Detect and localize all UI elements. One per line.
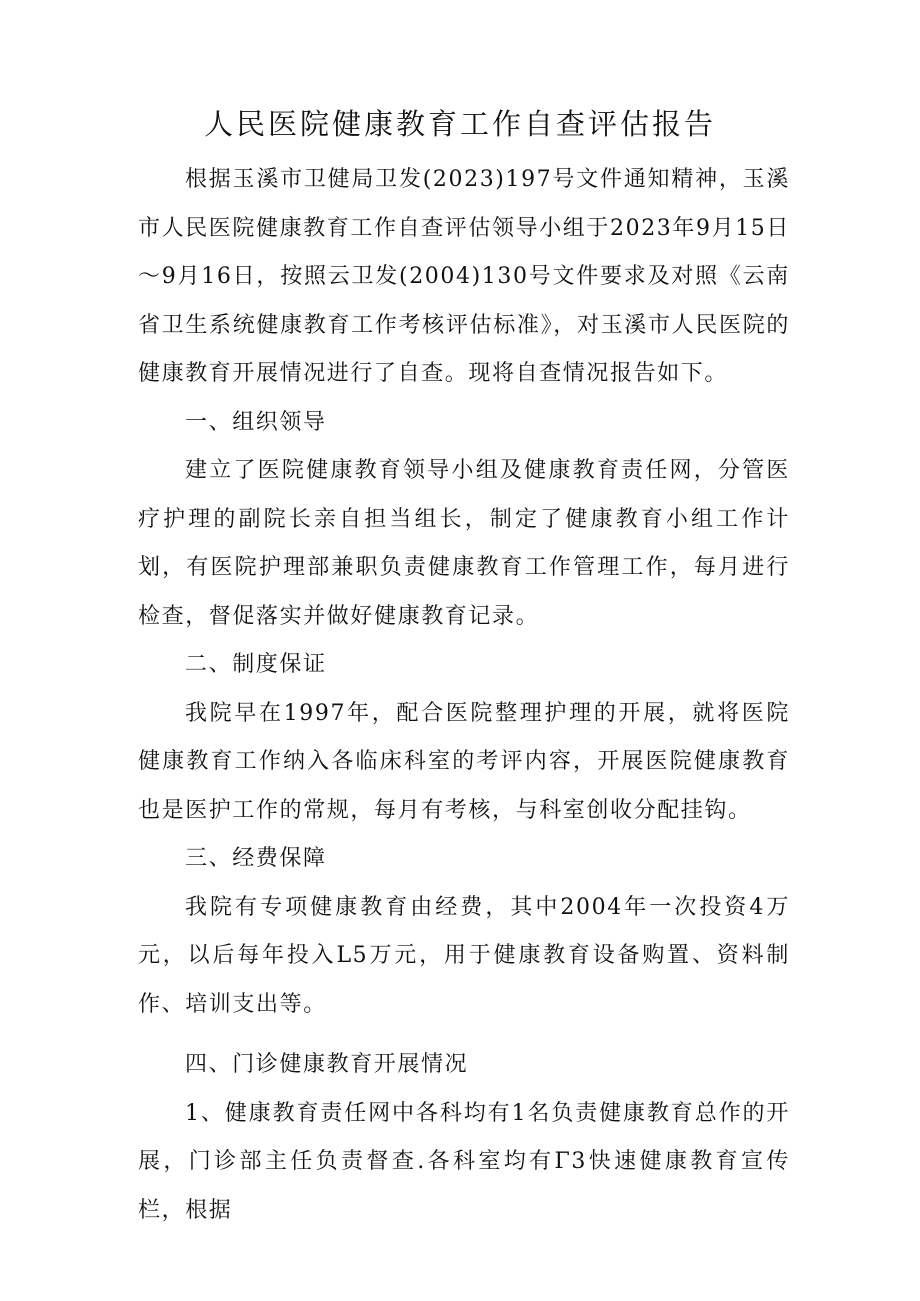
section-gap bbox=[138, 1029, 790, 1041]
system-paragraph: 我院早在1997年，配合医院整理护理的开展，就将医院健康教育工作纳入各临床科室的考评内容，开展医院健康教育也是医护工作的常规，每月有考核，与科室创收分配挂钩。 bbox=[138, 700, 790, 823]
section-heading-system: 二、制度保证 bbox=[185, 652, 327, 677]
outpatient-paragraph: 1、健康教育责任网中各科均有1名负责健康教育总作的开展，门诊部主任负责督查.各科室均有Γ3快速健康教育宣传栏，根据 bbox=[138, 1100, 790, 1223]
funding-paragraph: 我院有专项健康教育由经费，其中2004年一次投资4万元，以后每年投入L5万元，用于健康教育设备购置、资料制作、培训支出等。 bbox=[138, 894, 790, 1017]
intro-paragraph: 根据玉溪市卫健局卫发(2023)197号文件通知精神，玉溪市人民医院健康教育工作自查评估领导小组于2023年9月15日～9月16日，按照云卫发(2004)130号文件要求及对照《云南省卫生系统健康教育工作考核评估标准》，对玉溪市人民医院的健康教育开展情况进行了自查。现将自查情况报告如下。 bbox=[138, 167, 790, 386]
organization-paragraph: 建立了医院健康教育领导小组及健康教育责任网，分管医疗护理的副院长亲自担当组长，制定了健康教育小组工作计划，有医院护理部兼职负责健康教育工作管理工作，每月进行检查，督促落实并做好健康教育记录。 bbox=[138, 458, 790, 629]
section-heading-organization: 一、组织领导 bbox=[185, 409, 327, 435]
section-heading-funding: 三、经费保障 bbox=[185, 846, 327, 871]
document-body bbox=[138, 156, 790, 1235]
document-title: 人民医院健康教育工作自查评估报告 bbox=[203, 107, 716, 141]
section-heading-outpatient: 四、门诊健康教育开展情况 bbox=[185, 1052, 469, 1077]
